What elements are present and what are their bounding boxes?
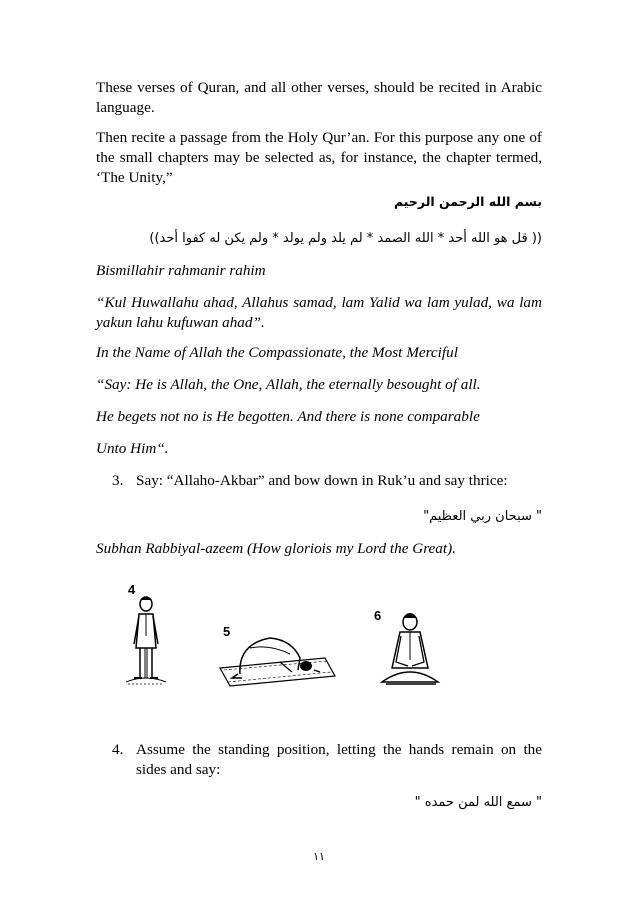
translation-line-1: In the Name of Allah the Compassionate, the Most Merciful	[96, 344, 458, 361]
arabic-subhan-rabbiyal-azeem: " سبحان ربي العظيم"	[423, 509, 542, 524]
sitting-figure	[374, 608, 438, 684]
step-4-text: Assume the standing position, letting the hands remain on the sides and say:	[136, 741, 542, 778]
prayer-positions-illustration	[120, 578, 450, 698]
step-3-number: 3.	[112, 472, 124, 489]
prostrating-figure	[220, 624, 335, 686]
step-3-text: Say: “Allaho-Akbar” and bow down in Ruk’u and say thrice:	[136, 472, 508, 489]
translation-line-4: Unto Him“.	[96, 440, 169, 457]
paragraph-recite-passage: Then recite a passage from the Holy Qur’an. For this purpose any one of the small chapters may be selected as, for instance, the chapter termed, ‘The Unity,”	[96, 129, 542, 186]
translation-line-2: “Say: He is Allah, the One, Allah, the eternally besought of all.	[96, 376, 481, 393]
figure-label-6: 6	[374, 608, 382, 623]
step-4-number: 4.	[112, 741, 124, 758]
figure-label-5: 5	[223, 624, 231, 639]
figure-label-4: 4	[128, 582, 136, 597]
translation-line-3: He begets not no is He begotten. And there is none comparable	[96, 408, 480, 425]
paragraph-arabic-language: These verses of Quran, and all other verses, should be recited in Arabic language.	[96, 79, 542, 116]
transliteration-ruku: Subhan Rabbiyal-azeem (How gloriois my Lord the Great).	[96, 540, 456, 557]
arabic-sami-allahu: " سمع الله لمن حمده "	[414, 795, 542, 810]
arabic-bismillah: بسم الله الرحمن الرحيم	[394, 194, 542, 209]
step-4	[112, 740, 542, 780]
standing-figure	[126, 582, 166, 684]
arabic-surah-ikhlas: (( قل هو الله أحد * الله الصمد * لم يلد ولم يولد * ولم يكن له كفوا أحد))	[149, 231, 542, 246]
page-number: ١١	[313, 850, 325, 863]
step-3	[112, 471, 542, 491]
transliteration-ikhlas: “Kul Huwallahu ahad, Allahus samad, lam Yalid wa lam yulad, wa lam yakun lahu kufuwan ahad”.	[96, 294, 542, 331]
transliteration-bismillah: Bismillahir rahmanir rahim	[96, 262, 266, 279]
